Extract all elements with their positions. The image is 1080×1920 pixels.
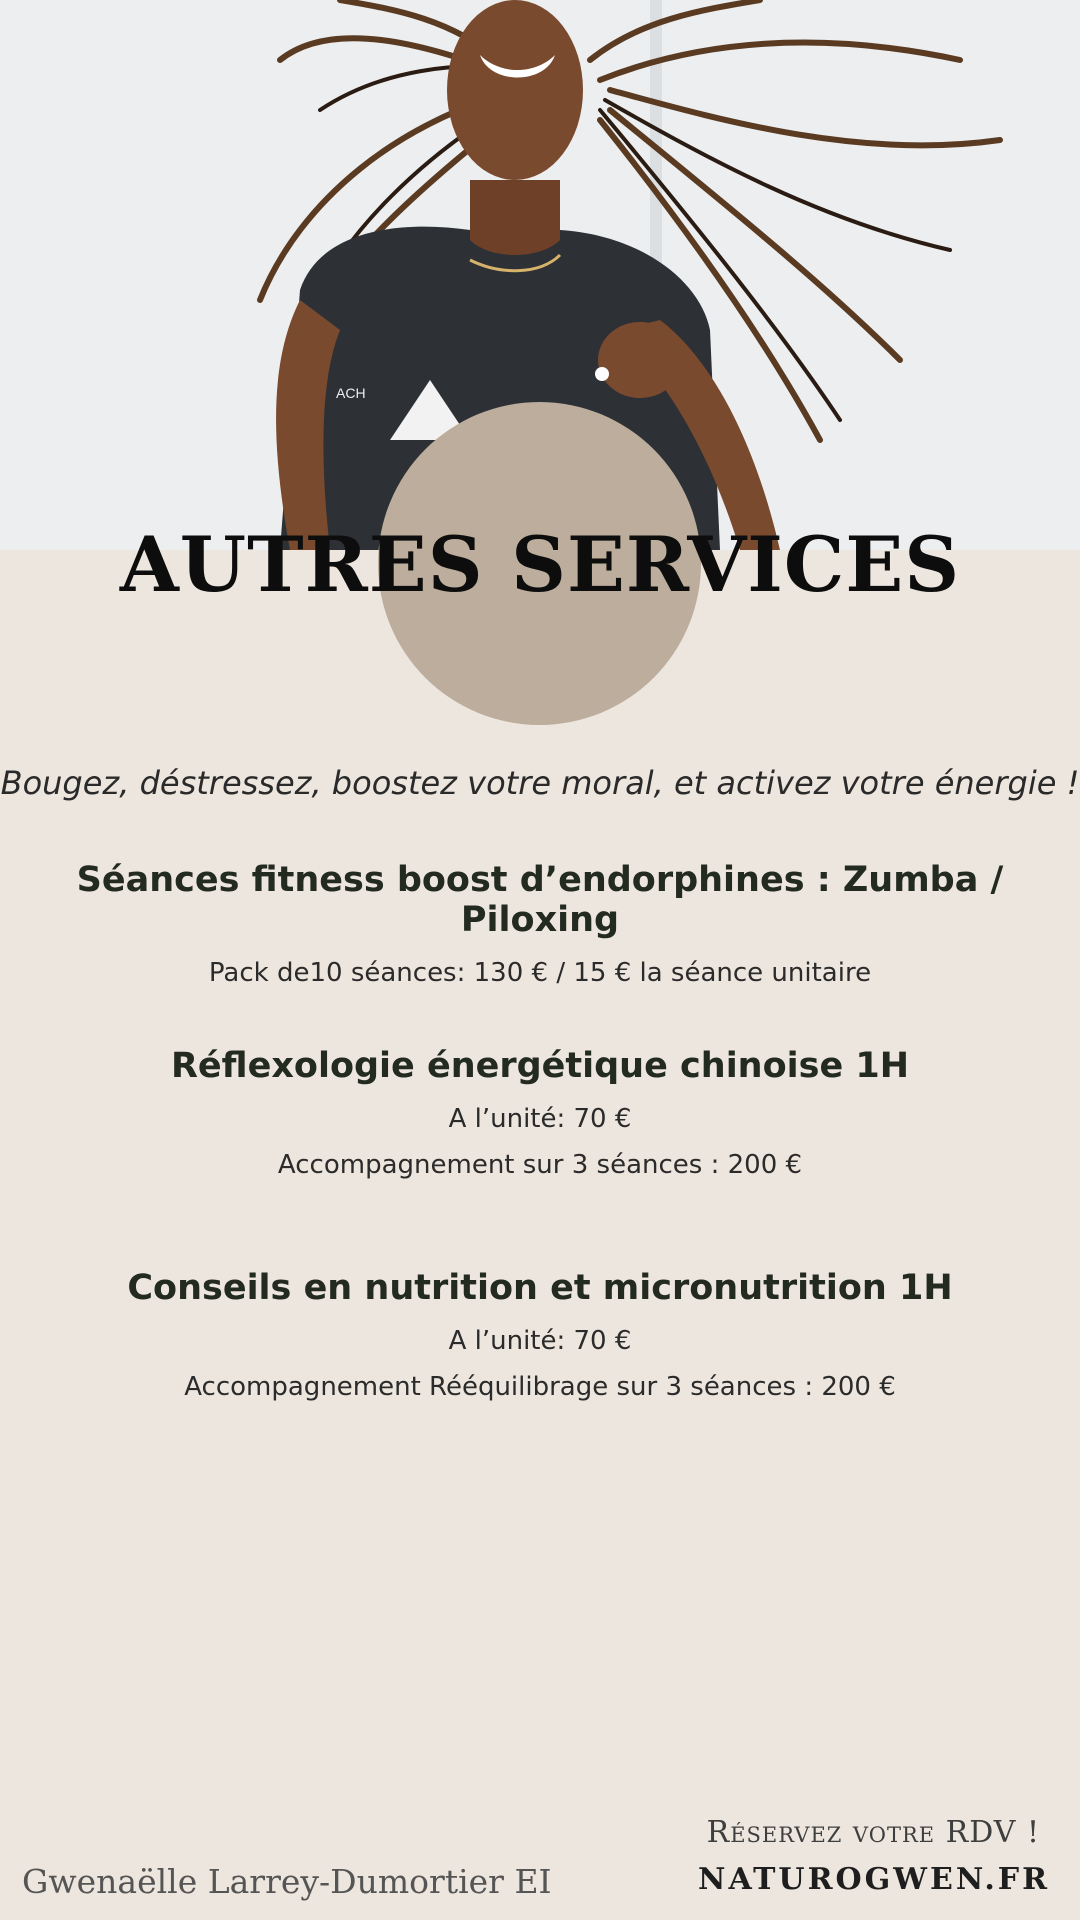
- footer-website-link[interactable]: NATUROGWEN.FR: [698, 1862, 1050, 1897]
- service-title: Réflexologie énergétique chinoise 1H: [170, 1046, 910, 1086]
- svg-text:ACH: ACH: [336, 385, 366, 401]
- service-price-line: Accompagnement sur 3 séances : 200 €: [277, 1150, 803, 1180]
- service-price-line: A l’unité: 70 €: [448, 1104, 632, 1134]
- footer-author-name: Gwenaëlle Larrey-Dumortier EI: [22, 1862, 552, 1901]
- service-reflexology: [0, 1046, 1080, 1180]
- service-price-line: Accompagnement Rééquilibrage sur 3 séances : 200 €: [184, 1372, 896, 1402]
- footer-booking-call: Réservez votre RDV !: [706, 1815, 1040, 1850]
- page-title: AUTRES SERVICES: [119, 520, 961, 609]
- service-fitness: [0, 860, 1080, 988]
- service-price-line: Pack de10 séances: 130 € / 15 € la séance unitaire: [208, 958, 872, 988]
- service-title: Séances fitness boost d’endorphines : Zumba / Piloxing: [76, 860, 1004, 940]
- service-price-line: A l’unité: 70 €: [448, 1326, 632, 1356]
- tagline: Bougez, déstressez, boostez votre moral, et activez votre énergie !: [0, 764, 1080, 802]
- service-title: Conseils en nutrition et micronutrition 1H: [127, 1268, 953, 1308]
- service-nutrition: [0, 1268, 1080, 1402]
